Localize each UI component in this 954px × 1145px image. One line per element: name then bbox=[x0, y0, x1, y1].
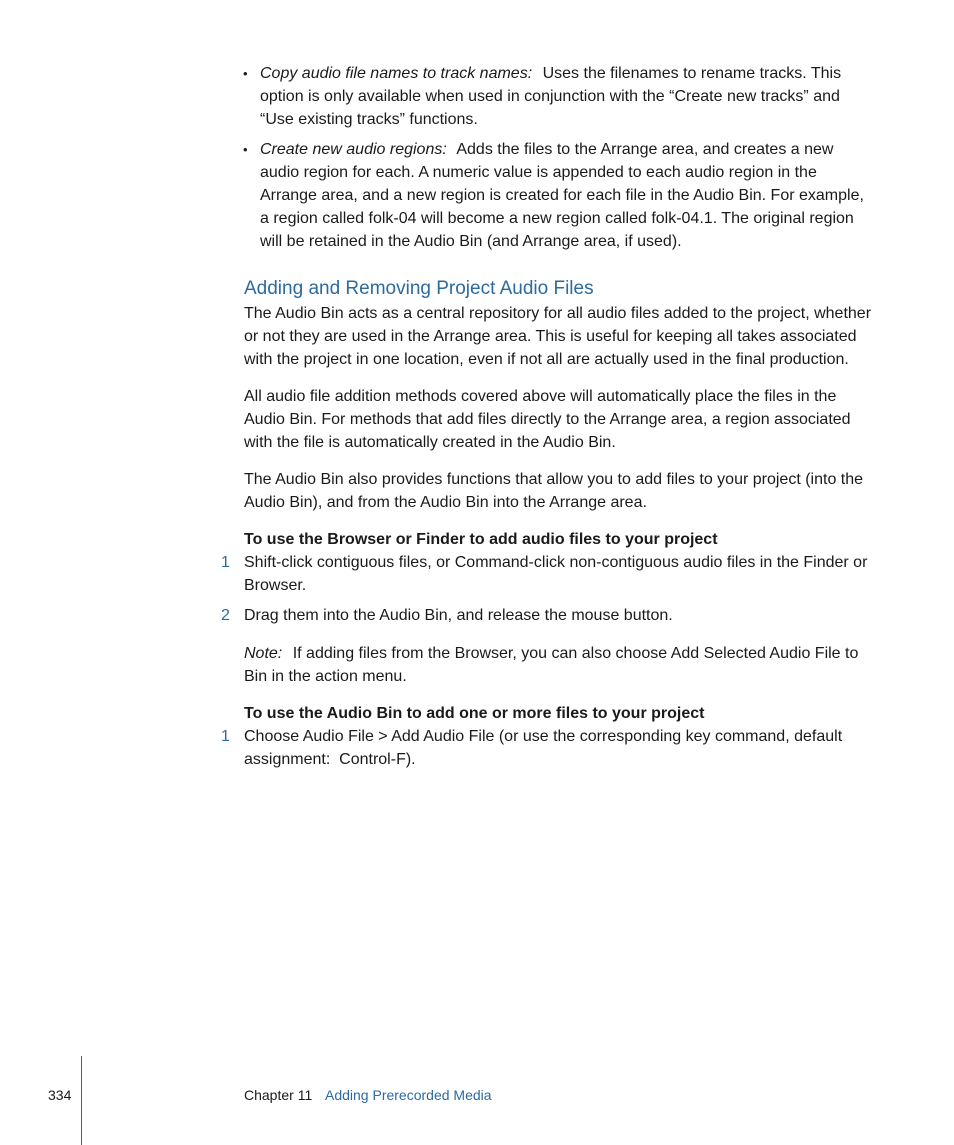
page-number: 334 bbox=[48, 1087, 72, 1103]
procedure-title: To use the Browser or Finder to add audio files to your project bbox=[244, 531, 718, 548]
footer-chapter-title: Adding Prerecorded Media bbox=[325, 1087, 492, 1103]
bullet-item bbox=[243, 138, 876, 253]
procedure-step bbox=[221, 725, 876, 771]
note-label: Note: bbox=[244, 645, 283, 662]
body-paragraph: The Audio Bin also provides functions that allow you to add files to your project (into the Audio Bin), and from the Audio Bin into the Arrange area. bbox=[244, 471, 864, 511]
note-paragraph bbox=[244, 642, 876, 688]
procedure-title: To use the Audio Bin to add one or more files to your project bbox=[244, 705, 705, 722]
step-text: Shift-click contiguous files, or Command-click non-contiguous audio files in the Finder or Browser. bbox=[244, 554, 868, 594]
bullet-term: Create new audio regions: bbox=[260, 141, 447, 158]
step-text: Choose Audio File > Add Audio File (or use the corresponding key command, default assignment: Control-F). bbox=[244, 728, 843, 768]
footer-divider bbox=[81, 1056, 82, 1145]
bullet-term: Copy audio file names to track names: bbox=[260, 65, 533, 82]
bullet-icon: • bbox=[243, 66, 248, 81]
step-text: Drag them into the Audio Bin, and release the mouse button. bbox=[244, 607, 673, 624]
procedure-step bbox=[221, 551, 876, 597]
body-paragraph: All audio file addition methods covered above will automatically place the files in the Audio Bin. For methods that add files directly to the Arrange area, a region associated with the file is automatically created in the Audio Bin. bbox=[244, 388, 851, 451]
footer-chapter-label: Chapter 11 bbox=[244, 1087, 313, 1103]
bullet-text: Adds the files to the Arrange area, and creates a new audio region for each. A numeric value is appended to each audio region in the Arrange area, and a new region is created for each file in the Audio Bin. For example, a region called folk-04 will become a new region called folk-04.1. The original region will be retained in the Audio Bin (and Arrange area, if used). bbox=[260, 141, 864, 250]
step-number: 1 bbox=[221, 728, 230, 745]
step-number: 2 bbox=[221, 607, 230, 624]
body-paragraph: The Audio Bin acts as a central repository for all audio files added to the project, whether or not they are used in the Arrange area. This is useful for keeping all takes associated with the project in one location, even if not all are actually used in the final production. bbox=[244, 305, 872, 368]
note-text: If adding files from the Browser, you can also choose Add Selected Audio File to Bin in the action menu. bbox=[244, 645, 859, 685]
procedure-step bbox=[221, 604, 876, 627]
bullet-icon: • bbox=[243, 142, 248, 157]
bullet-text: Uses the filenames to rename tracks. This option is only available when used in conjunction with the “Create new tracks” and “Use existing tracks” functions. bbox=[260, 65, 842, 128]
bullet-item bbox=[243, 62, 876, 131]
section-heading: Adding and Removing Project Audio Files bbox=[244, 278, 594, 299]
step-number: 1 bbox=[221, 554, 230, 571]
